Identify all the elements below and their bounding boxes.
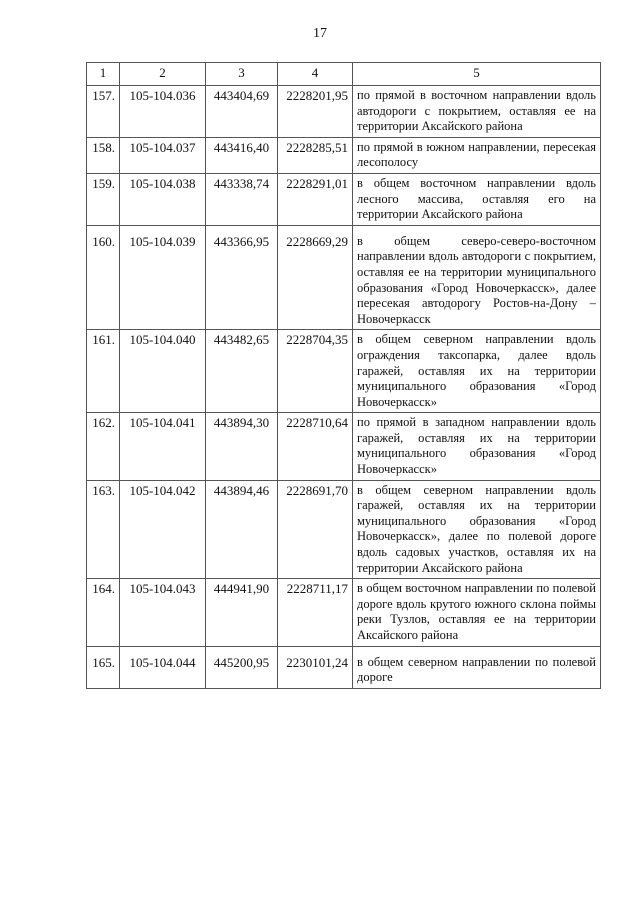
- point-code: 105-104.036: [120, 86, 206, 138]
- row-number: 165.: [87, 646, 120, 688]
- coord-y: 2228710,64: [278, 413, 353, 480]
- row-number: 159.: [87, 173, 120, 225]
- coordinates-table: [86, 62, 601, 689]
- column-header: 4: [278, 63, 353, 86]
- row-number: 162.: [87, 413, 120, 480]
- table-row: [87, 413, 601, 480]
- column-header: 2: [120, 63, 206, 86]
- point-code: 105-104.038: [120, 173, 206, 225]
- point-code: 105-104.040: [120, 330, 206, 413]
- table-row: [87, 330, 601, 413]
- coord-y: 2228704,35: [278, 330, 353, 413]
- route-description: в общем северном направлении по полевой дороге: [353, 646, 601, 688]
- row-number: 164.: [87, 579, 120, 646]
- table-row: [87, 225, 601, 330]
- coord-y: 2228669,29: [278, 225, 353, 330]
- coord-y: 2228201,95: [278, 86, 353, 138]
- point-code: 105-104.043: [120, 579, 206, 646]
- page-number: 17: [313, 26, 327, 41]
- coord-y: 2228291,01: [278, 173, 353, 225]
- table-row: [87, 480, 601, 579]
- coord-y: 2228285,51: [278, 137, 353, 173]
- table-header-row: [87, 63, 601, 86]
- table-row: [87, 646, 601, 688]
- row-number: 157.: [87, 86, 120, 138]
- column-header: 1: [87, 63, 120, 86]
- table-row: [87, 173, 601, 225]
- row-number: 163.: [87, 480, 120, 579]
- coord-x: 443366,95: [206, 225, 278, 330]
- point-code: 105-104.042: [120, 480, 206, 579]
- point-code: 105-104.041: [120, 413, 206, 480]
- coord-y: 2230101,24: [278, 646, 353, 688]
- route-description: по прямой в западном направлении вдоль гаражей, оставляя их на территории муниципального образования «Город Новочеркасск»: [353, 413, 601, 480]
- coord-x: 445200,95: [206, 646, 278, 688]
- route-description: в общем северном направлении вдоль гаражей, оставляя их на территории муниципального образования «Город Новочеркасск», далее по полевой дороге вдоль садовых участков, оставляя их на территории Аксайского района: [353, 480, 601, 579]
- coord-x: 443482,65: [206, 330, 278, 413]
- point-code: 105-104.039: [120, 225, 206, 330]
- coord-x: 443338,74: [206, 173, 278, 225]
- table-row: [87, 86, 601, 138]
- coord-x: 443894,30: [206, 413, 278, 480]
- route-description: в общем восточном направлении вдоль лесного массива, оставляя его на территории Аксайского района: [353, 173, 601, 225]
- table-row: [87, 137, 601, 173]
- route-description: по прямой в южном направлении, пересекая лесополосу: [353, 137, 601, 173]
- column-header: 5: [353, 63, 601, 86]
- row-number: 158.: [87, 137, 120, 173]
- coord-x: 444941,90: [206, 579, 278, 646]
- coord-x: 443416,40: [206, 137, 278, 173]
- coord-x: 443404,69: [206, 86, 278, 138]
- route-description: в общем северо-северо-восточном направлении вдоль автодороги с покрытием, оставляя ее на территории муниципального образования «Город Новочеркасск», далее пересекая автодорогу Ростов-на-Дону – Новочеркасск: [353, 225, 601, 330]
- coord-y: 2228691,70: [278, 480, 353, 579]
- row-number: 160.: [87, 225, 120, 330]
- point-code: 105-104.044: [120, 646, 206, 688]
- table-row: [87, 579, 601, 646]
- route-description: по прямой в восточном направлении вдоль автодороги с покрытием, оставляя ее на территории Аксайского района: [353, 86, 601, 138]
- column-header: 3: [206, 63, 278, 86]
- row-number: 161.: [87, 330, 120, 413]
- route-description: в общем северном направлении вдоль ограждения таксопарка, далее вдоль гаражей, оставляя их на территории муниципального образования «Город Новочеркасск»: [353, 330, 601, 413]
- route-description: в общем восточном направлении по полевой дороге вдоль крутого южного склона поймы реки Тузлов, оставляя ее на территории Аксайского района: [353, 579, 601, 646]
- point-code: 105-104.037: [120, 137, 206, 173]
- coord-y: 2228711,17: [278, 579, 353, 646]
- coord-x: 443894,46: [206, 480, 278, 579]
